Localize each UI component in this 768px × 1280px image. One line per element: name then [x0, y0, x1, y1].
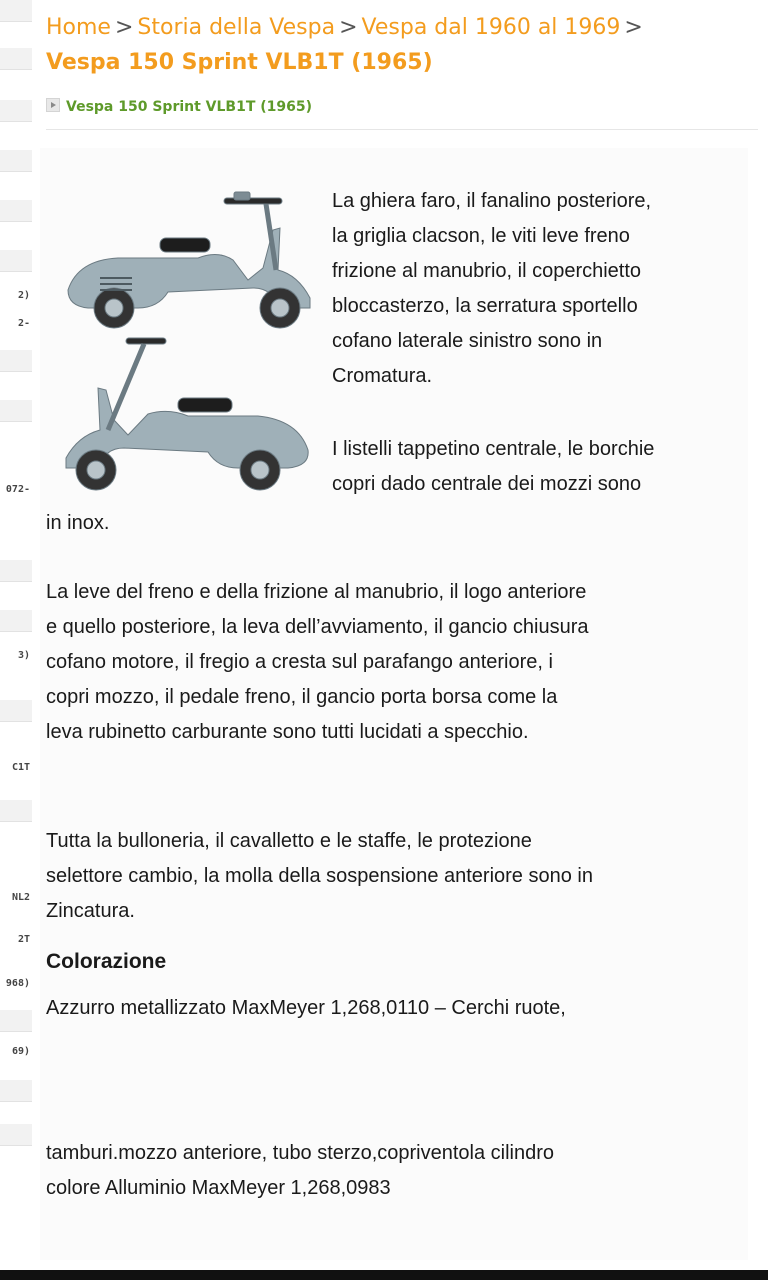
text-line: bloccasterzo, la serratura sportello — [332, 295, 638, 317]
sub-breadcrumb-label[interactable]: Vespa 150 Sprint VLB1T (1965) — [66, 99, 313, 115]
sidebar-row[interactable] — [0, 610, 32, 632]
sidebar-item-label[interactable]: 2) — [17, 290, 30, 301]
sidebar-item-label[interactable]: 2- — [17, 318, 30, 329]
scooter-icon — [66, 338, 308, 490]
text-line: Tutta la bulloneria, il cavalletto e le staffe, le protezione — [46, 830, 532, 852]
breadcrumb-separator: > — [624, 15, 643, 40]
sidebar-row[interactable] — [0, 0, 32, 22]
color-paragraph-continued — [46, 1136, 752, 1206]
breadcrumb-separator: > — [114, 15, 134, 40]
left-sidebar-clipped — [0, 0, 32, 1180]
sidebar-row[interactable] — [0, 400, 32, 422]
inox-paragraph-tail: in inox. — [46, 512, 110, 534]
breadcrumb-storia-link[interactable]: Storia della Vespa — [137, 15, 336, 40]
text-line: copri mozzo, il pedale freno, il gancio porta borsa come la — [46, 686, 558, 708]
text-line: la griglia clacson, le viti leve freno — [332, 225, 630, 247]
sidebar-row[interactable] — [0, 350, 32, 372]
text-line: La leve del freno e della frizione al manubrio, il logo anteriore — [46, 581, 587, 603]
text-line: leva rubinetto carburante sono tutti lucidati a specchio. — [46, 721, 529, 743]
chrome-paragraph — [332, 184, 752, 394]
inox-paragraph — [332, 432, 752, 502]
sidebar-item-label[interactable]: 072- — [5, 484, 30, 495]
text-line: copri dado centrale dei mozzi sono — [332, 473, 642, 495]
sub-breadcrumb — [46, 98, 758, 130]
zinc-paragraph — [46, 824, 752, 929]
text-line: cofano laterale sinistro sono in — [332, 330, 603, 352]
sidebar-row[interactable] — [0, 250, 32, 272]
chevron-right-icon — [46, 98, 60, 112]
text-line: cofano motore, il fregio a cresta sul parafango anteriore, i — [46, 651, 553, 673]
sidebar-item-label[interactable]: C1T — [11, 762, 30, 773]
sidebar-item-label[interactable]: 2T — [17, 934, 30, 945]
sidebar-row[interactable] — [0, 1080, 32, 1102]
breadcrumb-home-link[interactable]: Home — [46, 15, 111, 40]
text-line: colore Alluminio MaxMeyer 1,268,0983 — [46, 1177, 391, 1199]
text-line: Cromatura. — [332, 365, 433, 387]
text-line: selettore cambio, la molla della sospensione anteriore sono in — [46, 865, 593, 887]
sidebar-item-label[interactable]: 69) — [11, 1046, 30, 1057]
text-line: tamburi.mozzo anteriore, tubo sterzo,copriventola cilindro — [46, 1142, 555, 1164]
bottom-bar — [0, 1270, 768, 1280]
sidebar-row[interactable] — [0, 100, 32, 122]
color-heading: Colorazione — [46, 950, 167, 973]
text-line: I listelli tappetino centrale, le borchie — [332, 438, 655, 460]
breadcrumb-current: Vespa 150 Sprint VLB1T (1965) — [46, 50, 433, 75]
text-line: Zincatura. — [46, 900, 135, 922]
sidebar-row[interactable] — [0, 700, 32, 722]
color-paragraph: Azzurro metallizzato MaxMeyer 1,268,0110 – Cerchi ruote, — [46, 997, 566, 1019]
sidebar-row[interactable] — [0, 1124, 32, 1146]
breadcrumb-separator: > — [339, 15, 358, 40]
scooter-icon — [68, 192, 310, 328]
sidebar-item-label[interactable]: 3) — [17, 650, 30, 661]
breadcrumb — [46, 10, 758, 80]
scooter-photo — [48, 180, 328, 500]
sidebar-row[interactable] — [0, 200, 32, 222]
sidebar-item-label[interactable]: 968) — [5, 978, 30, 989]
sidebar-row[interactable] — [0, 560, 32, 582]
sidebar-row[interactable] — [0, 48, 32, 70]
text-line: La ghiera faro, il fanalino posteriore, — [332, 190, 652, 212]
sidebar-row[interactable] — [0, 150, 32, 172]
text-line: e quello posteriore, la leva dell’avviamento, il gancio chiusura — [46, 616, 589, 638]
text-line: frizione al manubrio, il coperchietto — [332, 260, 642, 282]
sidebar-row[interactable] — [0, 800, 32, 822]
breadcrumb-decade-link[interactable]: Vespa dal 1960 al 1969 — [361, 15, 621, 40]
polished-paragraph — [46, 575, 752, 750]
sidebar-row[interactable] — [0, 1010, 32, 1032]
sidebar-item-label[interactable]: NL2 — [11, 892, 30, 903]
